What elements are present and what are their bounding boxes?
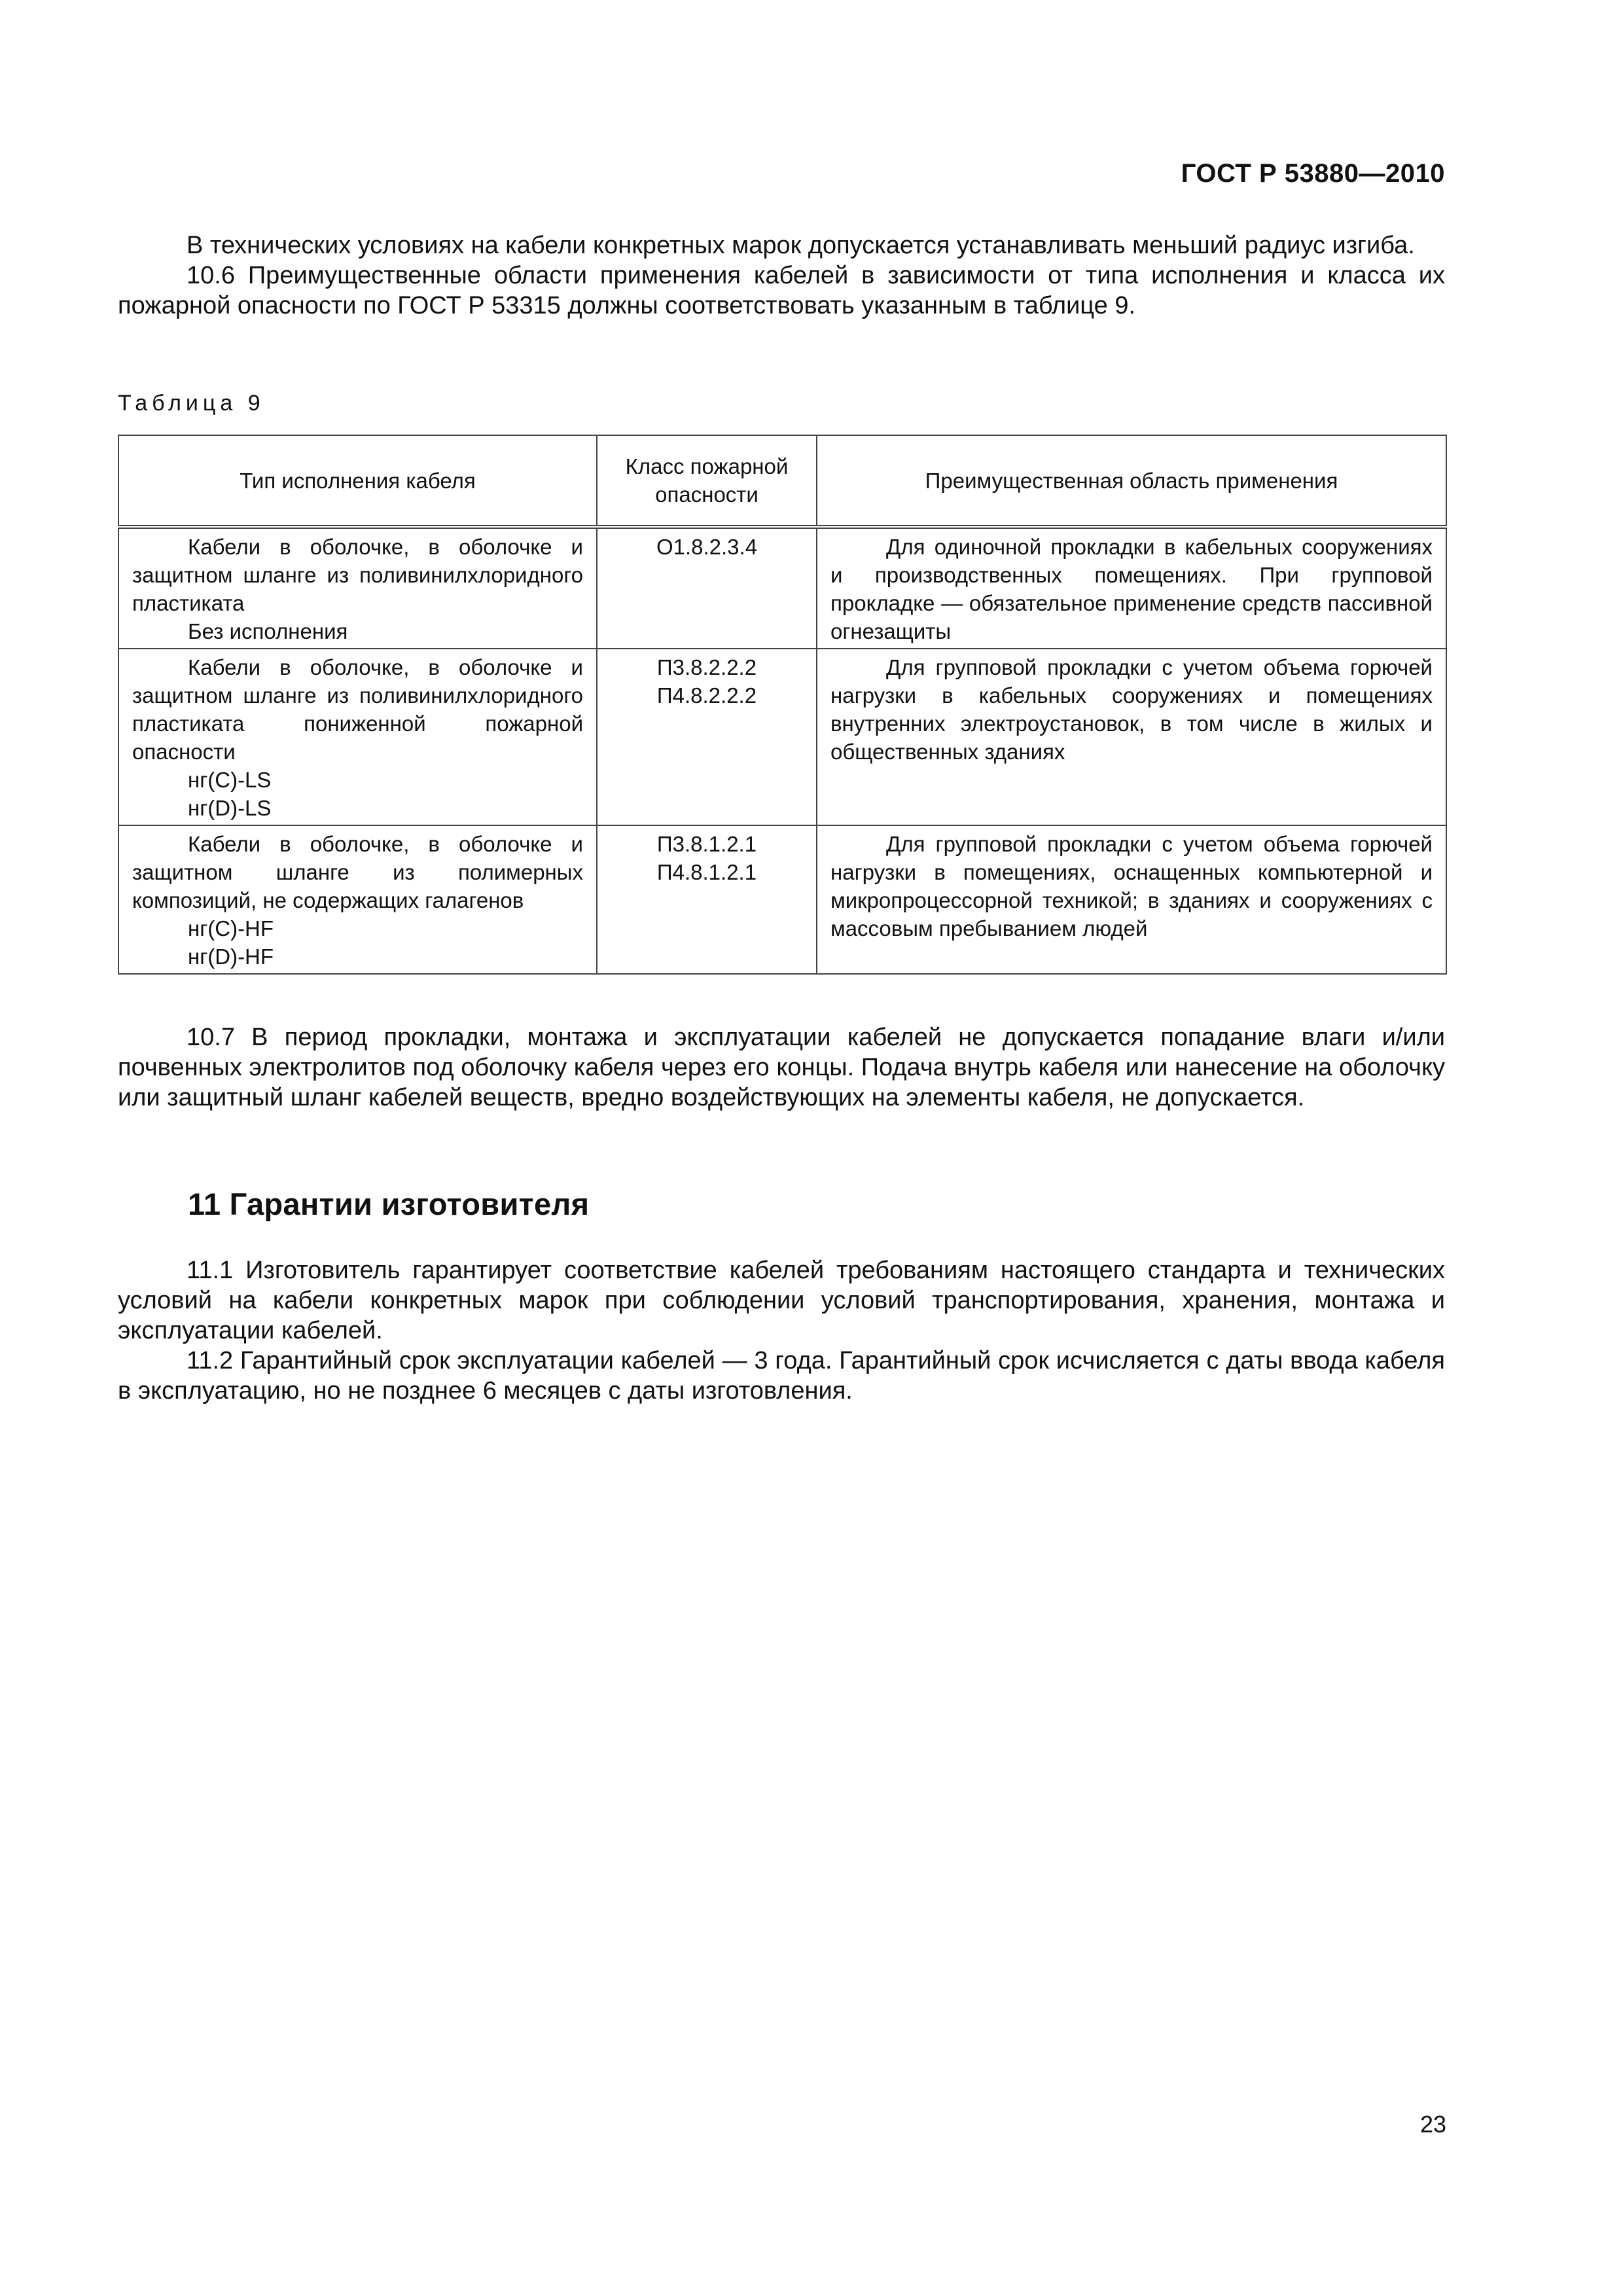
table-row xyxy=(118,825,1446,974)
header-cable-type: Тип исполнения кабеля xyxy=(118,435,597,527)
fire-class-cell xyxy=(597,527,817,649)
cable-type-cell xyxy=(118,527,597,649)
cable-type-text: Кабели в оболочке, в оболочке и защитном шланге из поливинилхлоридного пластиката xyxy=(132,535,583,615)
header-application-area: Преимущественная область применения xyxy=(817,435,1446,527)
cable-type-cell xyxy=(118,649,597,825)
cable-type-cell xyxy=(118,825,597,974)
intro-section xyxy=(118,230,1445,321)
cable-subtype: нг(D)-HF xyxy=(188,944,274,969)
fire-class-value: П3.8.1.2.1 xyxy=(656,832,757,856)
fire-class-cell xyxy=(597,649,817,825)
page-number: 23 xyxy=(1419,2111,1446,2138)
table-row xyxy=(118,527,1446,649)
cable-subtype: нг(D)-LS xyxy=(188,796,272,820)
section-heading-11: 11 Гарантии изготовителя xyxy=(188,1187,590,1221)
paragraph-10-6: 10.6 Преимущественные области применения кабелей в зависимости от типа исполнения и класса их пожарной опасности по ГОСТ Р 53315 должны соответствовать указанным в таблице 9. xyxy=(118,262,1445,319)
fire-class-value: П4.8.2.2.2 xyxy=(656,683,757,708)
paragraph-11-1: 11.1 Изготовитель гарантирует соответствие кабелей требованиям настоящего стандарта и технических условий на кабели конкретных марок при соблюдении условий транспортирования, хранения, монтажа и эксплуатации кабелей. xyxy=(118,1257,1445,1344)
cable-subtype: нг(С)-LS xyxy=(188,768,272,792)
fire-class-value: О1.8.2.3.4 xyxy=(656,535,758,559)
paragraph-11-2: 11.2 Гарантийный срок эксплуатации кабелей — 3 года. Гарантийный срок исчисляется с даты ввода кабеля в эксплуатацию, но не позднее 6 месяцев с даты изготовления. xyxy=(118,1347,1445,1405)
cable-type-text: Кабели в оболочке, в оболочке и защитном шланге из поливинилхлоридного пластиката пониженной пожарной опасности xyxy=(132,655,583,764)
table-caption: Таблица 9 xyxy=(118,391,265,416)
table-header-row xyxy=(118,435,1446,527)
section-10-7 xyxy=(118,1022,1445,1113)
fire-class-value: П4.8.1.2.1 xyxy=(656,860,757,884)
application-area-cell: Для одиночной прокладки в кабельных сооружениях и производственных помещениях. При групповой прокладке — обязательное применение средств пассивной огнезащиты xyxy=(817,527,1446,649)
cable-subtype: нг(С)-HF xyxy=(188,916,274,941)
fire-class-cell xyxy=(597,825,817,974)
fire-class-value: П3.8.2.2.2 xyxy=(656,655,757,679)
application-table xyxy=(118,435,1447,975)
application-area-cell: Для групповой прокладки с учетом объема горючей нагрузки в помещениях, оснащенных компьютерной и микропроцессорной техникой; в зданиях и сооружениях с массовым пребыванием людей xyxy=(817,825,1446,974)
application-area-cell: Для групповой прокладки с учетом объема горючей нагрузки в кабельных сооружениях и помещениях внутренних электроустановок, в том числе в жилых и общественных зданиях xyxy=(817,649,1446,825)
table-row xyxy=(118,649,1446,825)
cable-subtype: Без исполнения xyxy=(188,619,348,643)
section-11-body xyxy=(118,1255,1445,1406)
intro-paragraph-1: В технических условиях на кабели конкретных марок допускается устанавливать меньший радиус изгиба. xyxy=(187,232,1415,259)
document-code: ГОСТ Р 53880—2010 xyxy=(1181,159,1445,188)
paragraph-10-7: 10.7 В период прокладки, монтажа и эксплуатации кабелей не допускается попадание влаги и/или почвенных электролитов под оболочку кабеля через его концы. Подача внутрь кабеля или нанесение на оболочку или защитный шланг кабелей веществ, вредно воздействующих на элементы кабеля, не допускается. xyxy=(118,1024,1445,1111)
cable-type-text: Кабели в оболочке, в оболочке и защитном шланге из полимерных композиций, не содержащих галагенов xyxy=(132,832,583,912)
header-fire-class: Класс пожарной опасности xyxy=(597,435,817,527)
